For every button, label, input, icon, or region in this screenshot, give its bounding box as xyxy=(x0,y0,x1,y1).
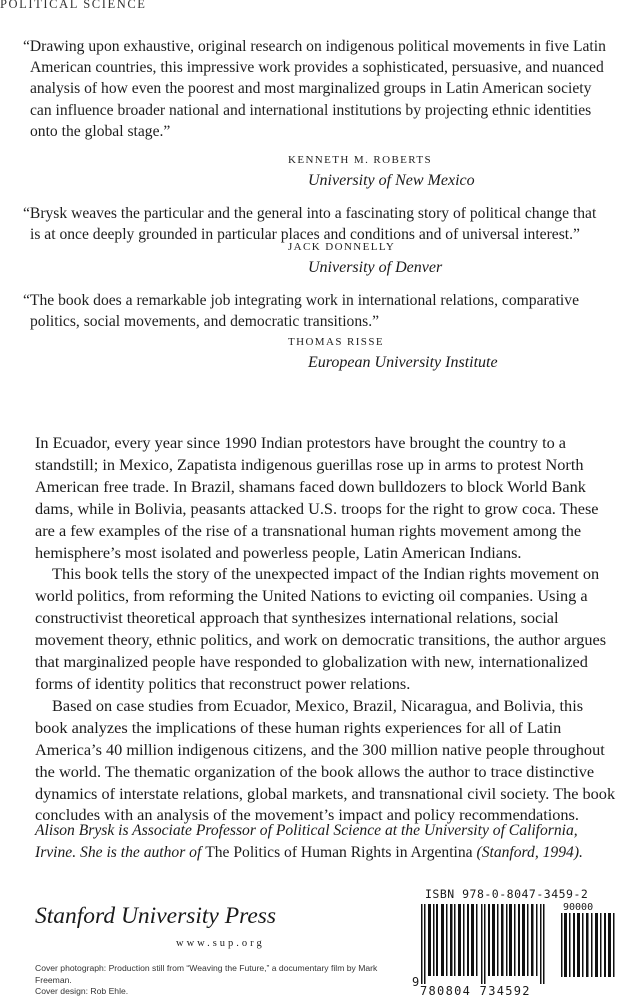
publisher-name: Stanford University Press xyxy=(35,903,277,929)
blurb-1-institution: University of New Mexico xyxy=(308,172,475,189)
cover-design-credit: Cover design: Rob Ehle. xyxy=(35,986,129,996)
blurb-3-quote: “The book does a remarkable job integrating work in international relations, comparative politics, social movements, and democratic transitions.” xyxy=(23,292,579,331)
isbn-barcode xyxy=(419,904,557,984)
blurb-2-name: JACK DONNELLY xyxy=(288,241,396,253)
cover-credits xyxy=(35,963,415,998)
author-prior-book-title: The Politics of Human Rights in Argentina xyxy=(205,843,473,861)
blurb-3-name: THOMAS RISSE xyxy=(288,336,384,348)
book-description xyxy=(35,432,617,826)
blurb-1-quote: “Drawing upon exhaustive, original research on indigenous political movements in five Latin American countries, this impressive work provides a sophisticated, persuasive, and nuanced analysis of how even the poorest and most marginalized groups in Latin American society can influence broader national and international institutions by projecting ethnic identities onto the global stage.” xyxy=(23,38,606,140)
blurb-3-institution: European University Institute xyxy=(308,354,498,371)
category-label: POLITICAL SCIENCE xyxy=(0,0,147,11)
ean-digits: 780804 734592 xyxy=(420,984,531,998)
isbn-label: ISBN 978-0-8047-3459-2 xyxy=(425,887,589,901)
blurb-2-quote: “Brysk weaves the particular and the general into a fascinating story of political change that is at once deeply grounded in particular places and conditions and of universal interest.” xyxy=(23,205,597,244)
price-barcode xyxy=(560,913,618,977)
author-note: Alison Brysk is Associate Professor of Political Science at the University of California, Irvine. She is the author of The Politics of Human Rights in Argentina (Stanford, 1994). xyxy=(35,822,583,861)
blurb-1-attribution xyxy=(288,150,475,192)
description-paragraph-2: This book tells the story of the unexpected impact of the Indian rights movement on world politics, from reforming the United Nations to evicting oil companies. Using a constructivist theoretical approach that synthesizes international relations, social movement theory, ethnic politics, and work on democratic transitions, the author argues that marginalized people have responded to globalization with new, internationalized forms of identity politics that reconstruct power relations. xyxy=(35,564,607,693)
price-code: 90000 xyxy=(563,902,594,913)
description-paragraph-1: In Ecuador, every year since 1990 Indian protestors have brought the country to a standstill; in Mexico, Zapatista indigenous guerillas rose up in arms to protest North American free trade. In Brazil, shamans faced down bulldozers to block World Bank dams, while in Bolivia, peasants attacked U.S. troops for the right to grow coca. These are a few examples of the rise of a transnational human rights movement among the hemisphere’s most isolated and powerless people, Latin American Indians. xyxy=(35,433,599,562)
blurb-2-institution: University of Denver xyxy=(308,259,443,276)
blurb-3-attribution xyxy=(288,332,498,374)
blurb-2-attribution xyxy=(288,237,442,279)
cover-photo-credit: Cover photograph: Production still from “Weaving the Future,” a documentary film by Mark Freeman. xyxy=(35,963,378,985)
publisher-website: www.sup.org xyxy=(176,938,265,949)
blurb-1-name: KENNETH M. ROBERTS xyxy=(288,154,433,166)
ean-prefix-digit: 9 xyxy=(412,975,420,989)
description-paragraph-3: Based on case studies from Ecuador, Mexico, Brazil, Nicaragua, and Bolivia, this book analyzes the implications of these human rights experiences for all of Latin America’s 40 million indigenous citizens, and the 300 million native people throughout the world. The thematic organization of the book allows the author to trace distinctive dynamics of interstate relations, global markets, and transnational civil society. The book concludes with an analysis of the movement’s impact and policy recommendations. xyxy=(35,695,616,825)
